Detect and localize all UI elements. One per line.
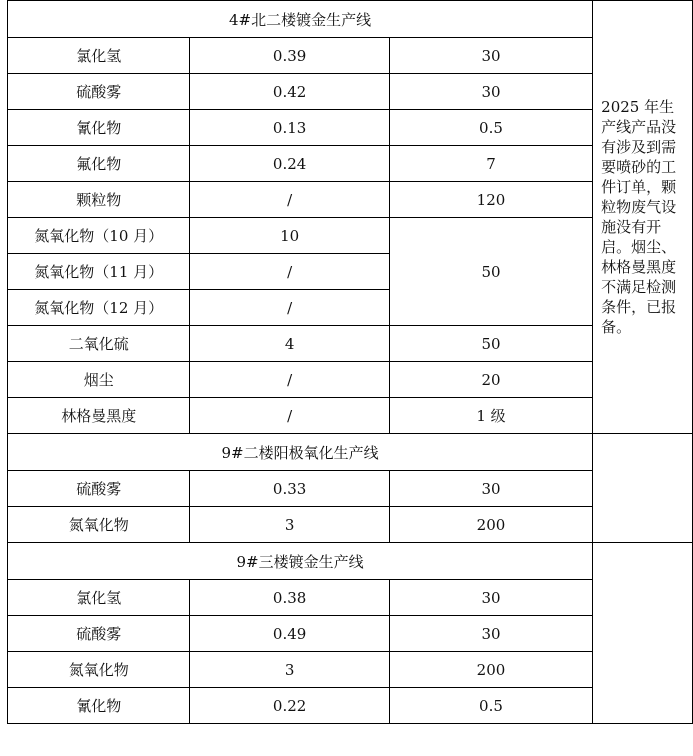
measured-value-cell: /: [190, 398, 389, 434]
pollutant-cell: 颗粒物: [8, 182, 190, 218]
section-title: 4#北二楼镀金生产线: [8, 1, 593, 38]
table-row: [8, 146, 693, 182]
remark-cell-empty: [593, 543, 693, 724]
measured-value-cell: 0.42: [190, 74, 389, 110]
pollutant-cell: 氮氧化物: [8, 507, 190, 543]
measured-value-cell: 3: [190, 507, 389, 543]
section-header-row: [8, 434, 693, 471]
limit-value-cell: 30: [389, 580, 592, 616]
table-row: [8, 688, 693, 724]
table-row: [8, 398, 693, 434]
limit-value-cell: 0.5: [389, 688, 592, 724]
pollutant-cell: 氯化氢: [8, 580, 190, 616]
table-row: [8, 507, 693, 543]
pollutant-cell: 氯化氢: [8, 38, 190, 74]
emissions-table: [7, 0, 693, 724]
table-row: [8, 616, 693, 652]
table-row: [8, 326, 693, 362]
measured-value-cell: 0.13: [190, 110, 389, 146]
measured-value-cell: /: [190, 290, 389, 326]
measured-value-cell: 0.39: [190, 38, 389, 74]
limit-value-cell: 30: [389, 74, 592, 110]
measured-value-cell: /: [190, 254, 389, 290]
table-row: [8, 580, 693, 616]
pollutant-cell: 氟化物: [8, 146, 190, 182]
limit-value-cell: 200: [389, 652, 592, 688]
limit-value-cell: 50: [389, 326, 592, 362]
measured-value-cell: 10: [190, 218, 389, 254]
pollutant-cell: 氮氧化物（12 月）: [8, 290, 190, 326]
emissions-table-container: [7, 0, 693, 724]
section-header-row: [8, 1, 693, 38]
limit-value-cell: 20: [389, 362, 592, 398]
pollutant-cell: 氰化物: [8, 110, 190, 146]
limit-value-cell: 0.5: [389, 110, 592, 146]
section-title: 9#二楼阳极氧化生产线: [8, 434, 593, 471]
pollutant-cell: 二氧化硫: [8, 326, 190, 362]
limit-value-cell: 30: [389, 38, 592, 74]
limit-value-cell: 7: [389, 146, 592, 182]
section-header-row: [8, 543, 693, 580]
limit-value-cell: 200: [389, 507, 592, 543]
pollutant-cell: 氮氧化物（11 月）: [8, 254, 190, 290]
pollutant-cell: 氮氧化物: [8, 652, 190, 688]
measured-value-cell: /: [190, 362, 389, 398]
table-row: [8, 471, 693, 507]
limit-value-cell: 30: [389, 616, 592, 652]
measured-value-cell: /: [190, 182, 389, 218]
table-row: [8, 74, 693, 110]
measured-value-cell: 0.33: [190, 471, 389, 507]
measured-value-cell: 3: [190, 652, 389, 688]
limit-value-cell: 50: [389, 218, 592, 326]
measured-value-cell: 0.49: [190, 616, 389, 652]
table-row: [8, 110, 693, 146]
pollutant-cell: 林格曼黑度: [8, 398, 190, 434]
measured-value-cell: 0.24: [190, 146, 389, 182]
pollutant-cell: 氰化物: [8, 688, 190, 724]
remark-cell: 2025 年生产线产品没有涉及到需要喷砂的工件订单，颗粒物废气设施没有开启。烟尘、林格曼黑度不满足检测条件，已报备。: [593, 1, 693, 434]
pollutant-cell: 烟尘: [8, 362, 190, 398]
table-row: [8, 38, 693, 74]
pollutant-cell: 硫酸雾: [8, 616, 190, 652]
table-row: [8, 652, 693, 688]
pollutant-cell: 硫酸雾: [8, 471, 190, 507]
limit-value-cell: 1 级: [389, 398, 592, 434]
table-row: [8, 218, 693, 254]
measured-value-cell: 0.22: [190, 688, 389, 724]
limit-value-cell: 120: [389, 182, 592, 218]
remark-cell-empty: [593, 434, 693, 543]
measured-value-cell: 4: [190, 326, 389, 362]
measured-value-cell: 0.38: [190, 580, 389, 616]
limit-value-cell: 30: [389, 471, 592, 507]
pollutant-cell: 硫酸雾: [8, 74, 190, 110]
table-row: [8, 362, 693, 398]
section-title: 9#三楼镀金生产线: [8, 543, 593, 580]
table-row: [8, 182, 693, 218]
pollutant-cell: 氮氧化物（10 月）: [8, 218, 190, 254]
